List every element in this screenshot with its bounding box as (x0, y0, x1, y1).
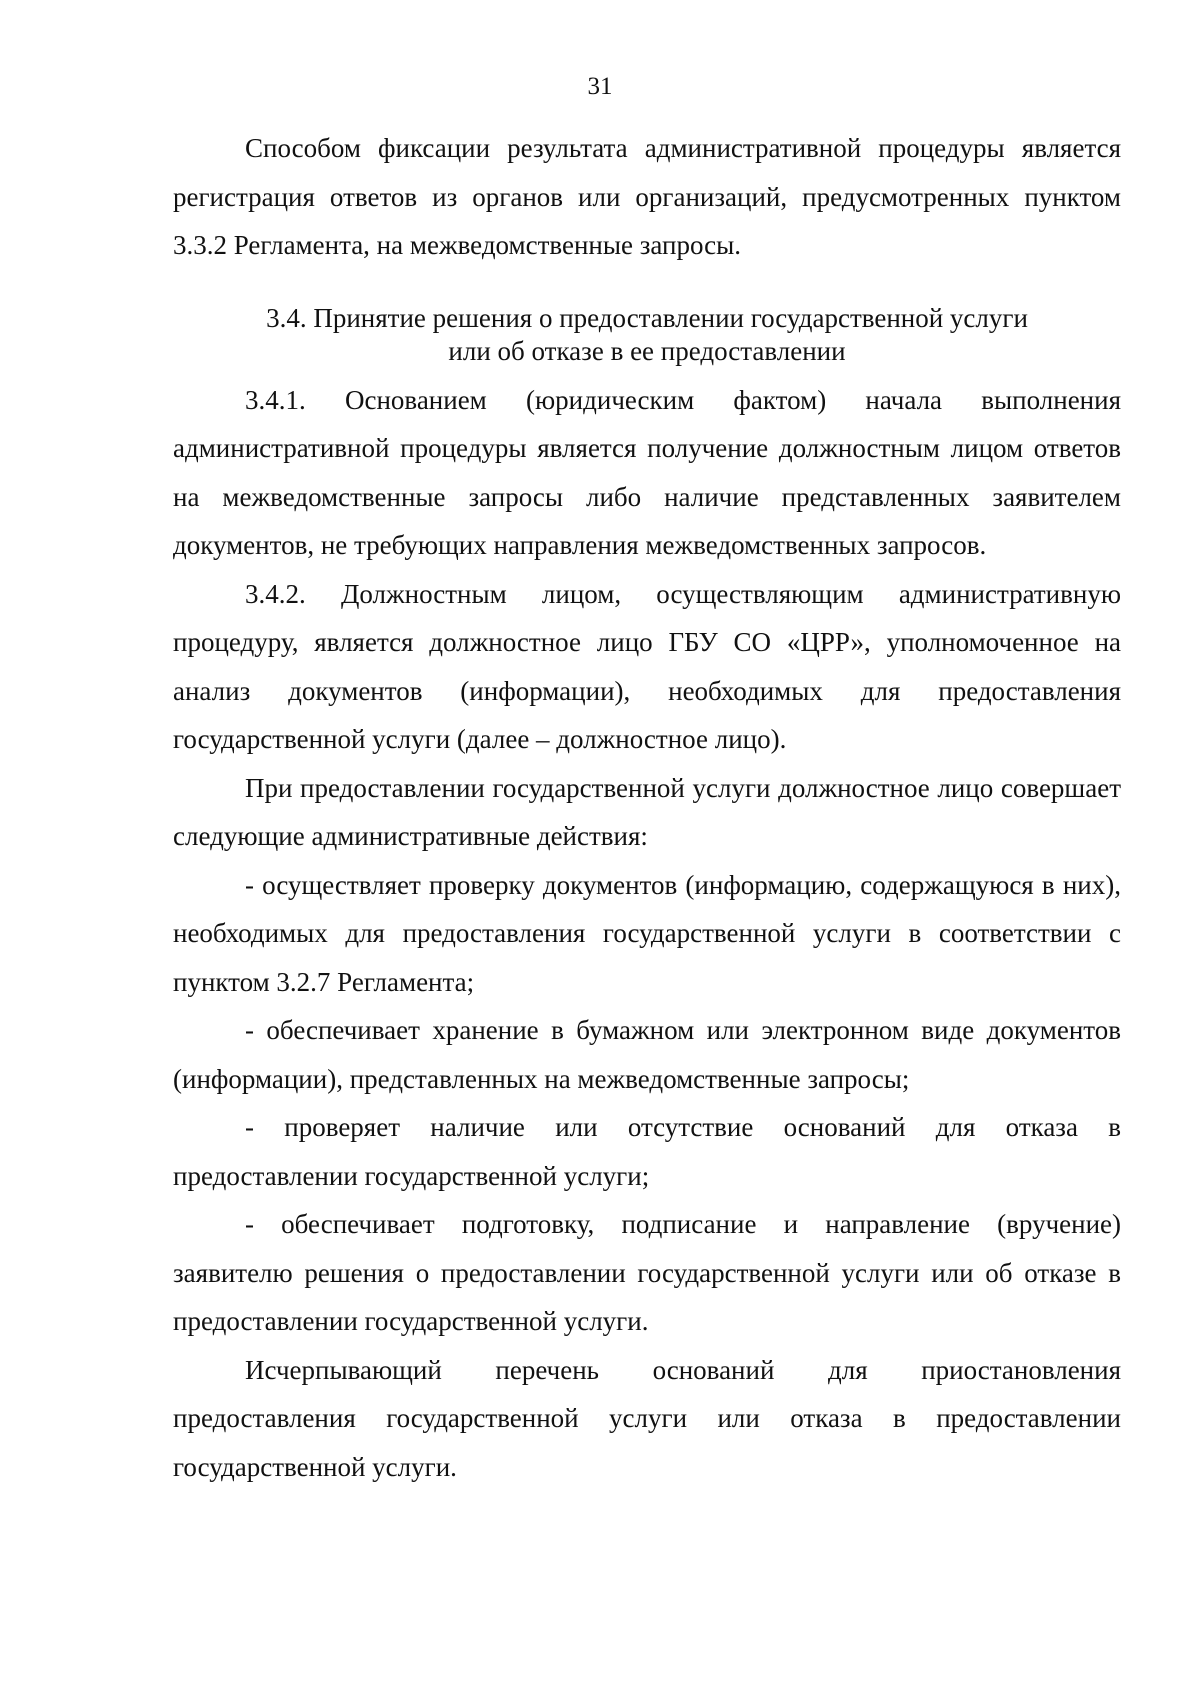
section-heading-line-2: или об отказе в ее предоставлении (448, 335, 846, 366)
paragraph-exhaustive-list: Исчерпывающий перечень оснований для приостановления предоставления государственной услуги или отказа в предоставлении государственной услуги. (173, 1354, 1121, 1482)
paragraph-actions-intro: При предоставлении государственной услуги должностное лицо совершает следующие административные действия: (173, 772, 1121, 851)
paragraph-3-4-2: 3.4.2. Должностным лицом, осуществляющим административную процедуру, является должностное лицо ГБУ СО «ЦРР», уполномоченное на анализ документов (информации), необходимых для предоставления государственной услуги (далее – должностное лицо). (173, 578, 1121, 754)
section-heading (173, 302, 1121, 368)
list-item-prepare-decision: - обеспечивает подготовку, подписание и направление (вручение) заявителю решения о предоставлении государственной услуги или об отказе в предоставлении государственной услуги. (173, 1209, 1121, 1336)
list-item-check-grounds: - проверяет наличие или отсутствие оснований для отказа в предоставлении государственной услуги; (173, 1112, 1121, 1191)
intro-paragraph: Способом фиксации результата административной процедуры является регистрация ответов из органов или организаций, предусмотренных пунктом 3.3.2 Регламента, на межведомственные запросы. (173, 133, 1121, 260)
list-item-check-documents: - осуществляет проверку документов (информацию, содержащуюся в них), необходимых для предоставления государственной услуги в соответствии с пунктом 3.2.7 Регламента; (173, 869, 1121, 997)
paragraph-3-4-1: 3.4.1. Основанием (юридическим фактом) начала выполнения административной процедуры является получение должностным лицом ответов на межведомственные запросы либо наличие представленных заявителем документов, не требующих направления межведомственных запросов. (173, 384, 1121, 560)
document-body (173, 124, 1121, 1491)
section-heading-line-1: 3.4. Принятие решения о предоставлении государственной услуги (266, 302, 1028, 333)
list-item-storage: - обеспечивает хранение в бумажном или электронном виде документов (информации), представленных на межведомственные запросы; (173, 1015, 1121, 1094)
page-number: 31 (587, 73, 613, 100)
